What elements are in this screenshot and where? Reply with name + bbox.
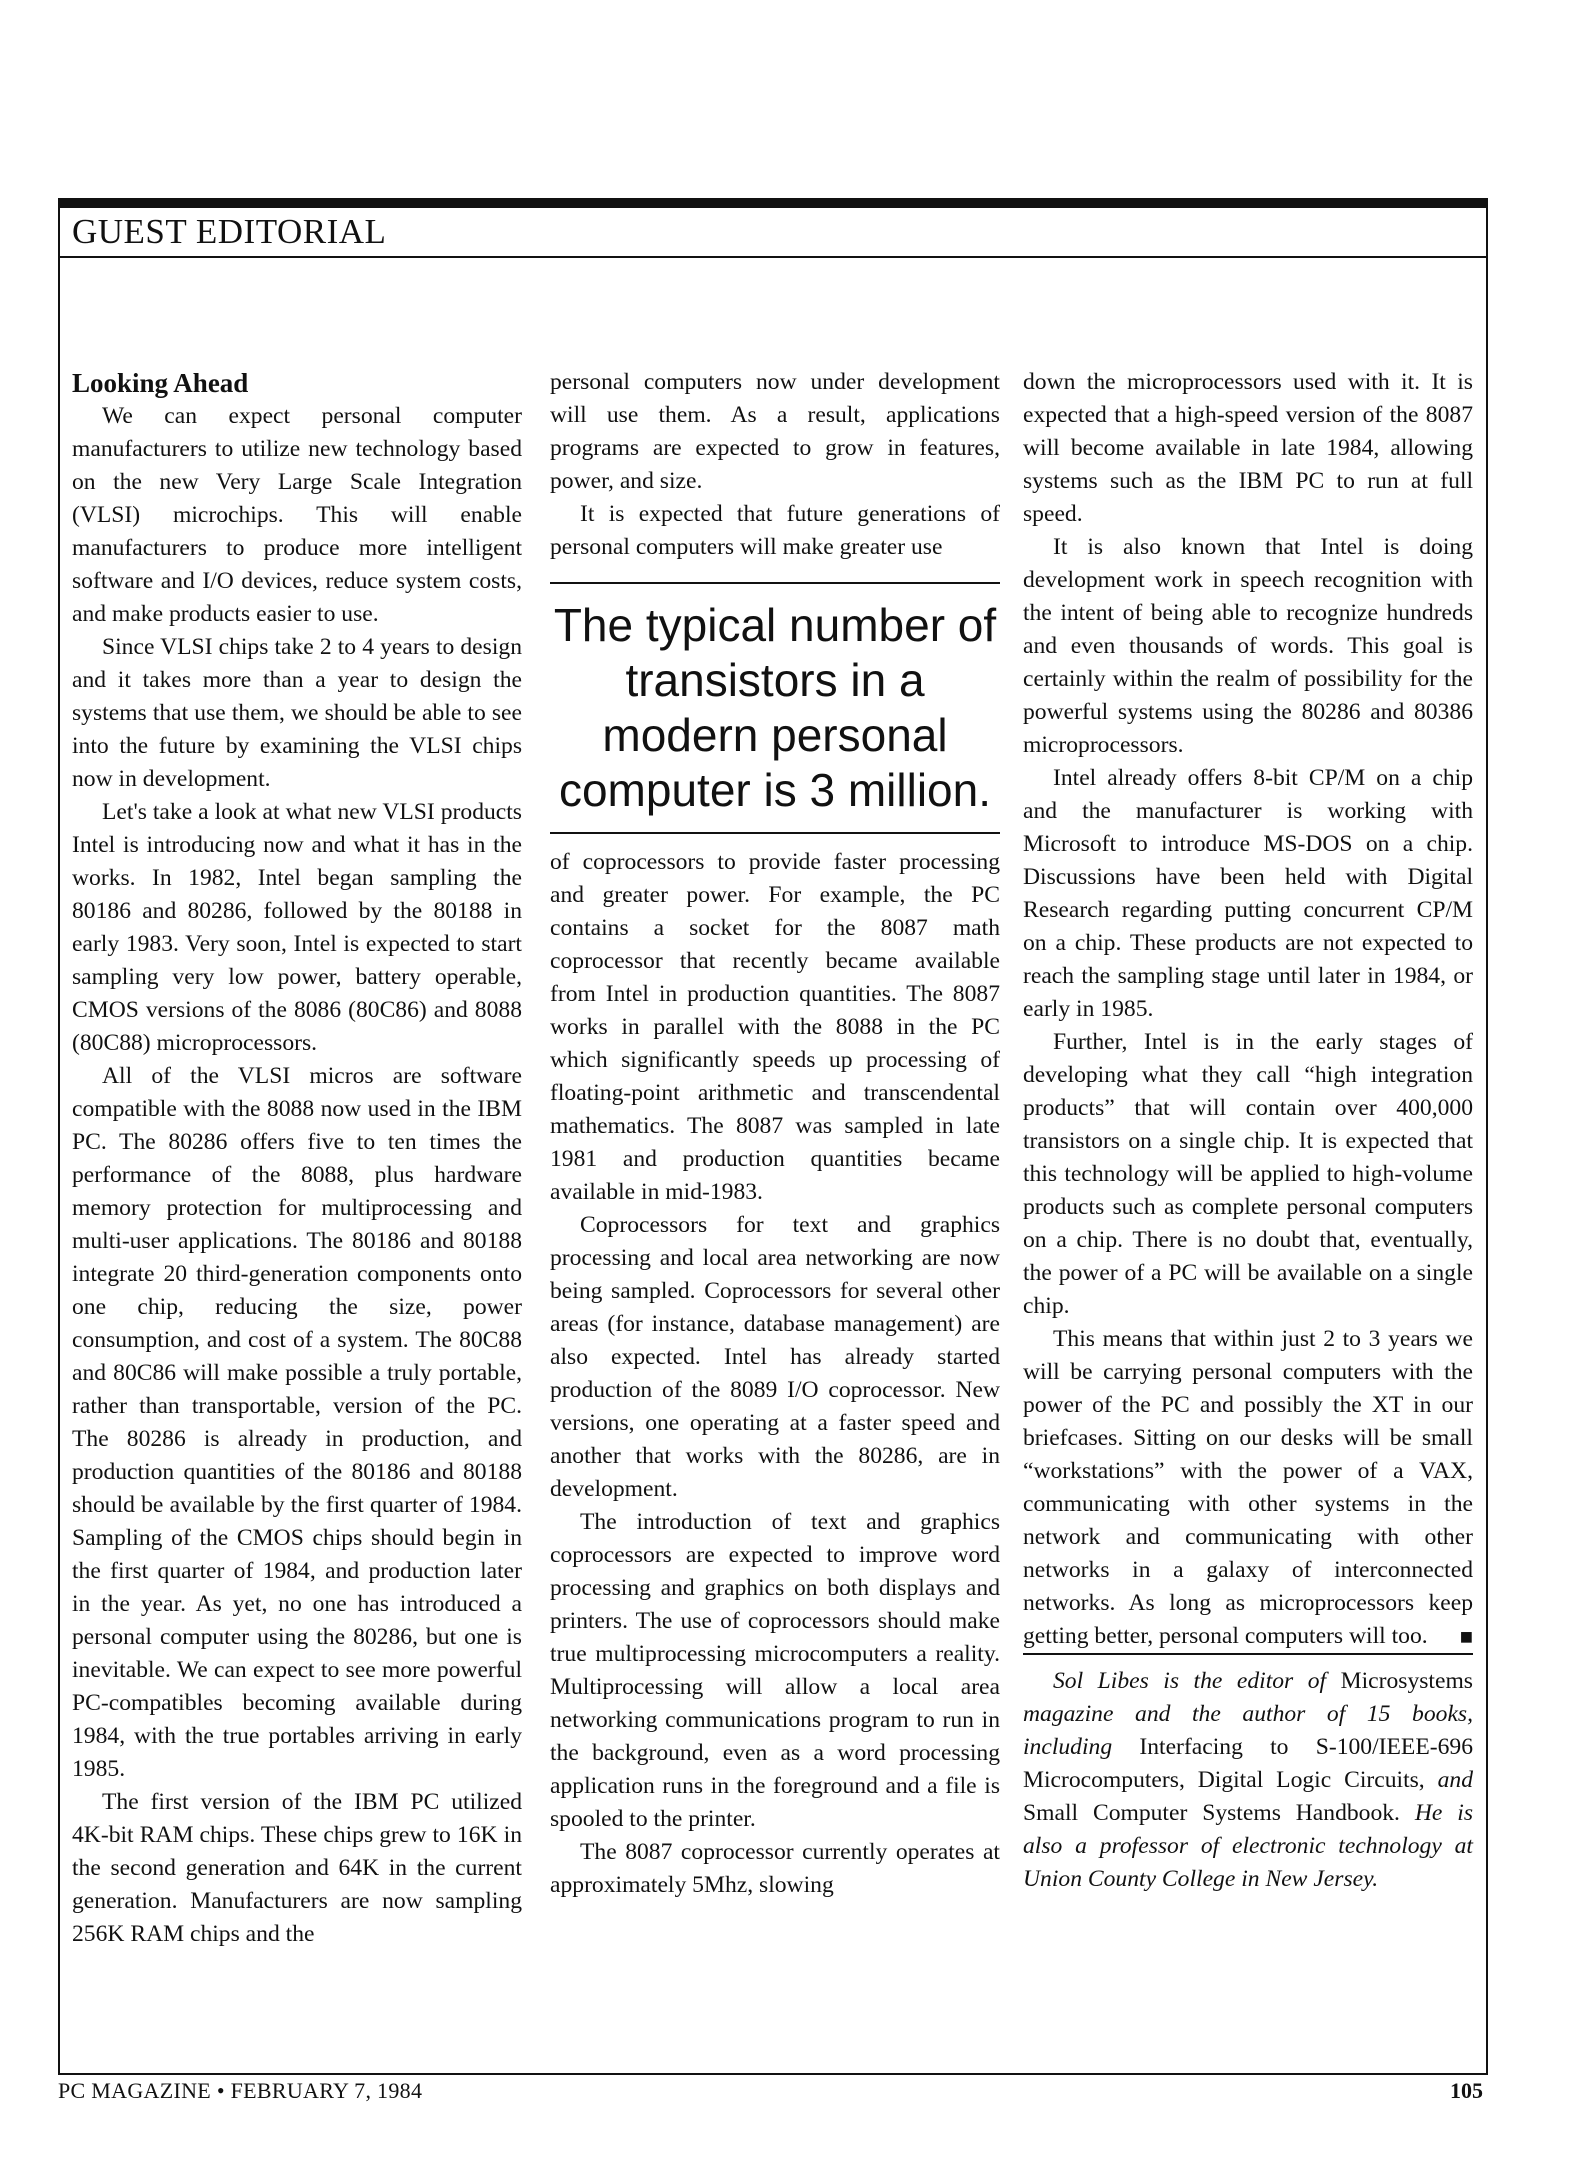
paragraph: The introduction of text and graphics coprocessors are expected to improve word processing and graphics on both displays and printers. The use of coprocessors should make true multiprocessing microcomputers a reality. Multiprocessing will allow a local area networking communications program to run in the background, even as a word processing application runs in the foreground and a file is spooled to the printer. (550, 1509, 1000, 1832)
bio-title: Small Computer Systems Handbook. (1023, 1800, 1400, 1826)
pull-quote: The typical number of transistors in a modern personal computer is 3 million. (550, 582, 1000, 834)
paragraph-text: This means that within just 2 to 3 years we will be carrying personal computers with the power of the PC and possibly the XT in our briefcases. Sitting on our desks will be small “workstations” with the power of a VAX, communicating with other systems in the network and communicating with other networks in a galaxy of interconnected networks. As long as microprocessors keep getting better, personal computers will too. (1023, 1326, 1473, 1649)
bio-text: He is also a professor of electronic technology at Union County College in New Jersey. (1023, 1800, 1474, 1892)
paragraph: Intel already offers 8-bit CP/M on a chip and the manufacturer is working with Microsoft to introduce MS-DOS on a chip. Discussions have been held with Digital Research regarding putting concurrent CP/M on a chip. These products are not expected to reach the sampling stage until later in 1984, or early in 1985. (1023, 765, 1473, 1022)
paragraph: The first version of the IBM PC utilized 4K-bit RAM chips. These chips grew to 16K in the second generation and 64K in the current generation. Manufacturers are now sampling 256K RAM chips and the (72, 1789, 522, 1947)
paragraph: down the microprocessors used with it. It is expected that a high-speed version of the 8087 will become available in late 1984, allowing systems such as the IBM PC to run at full speed. (1023, 369, 1473, 527)
bio-text: Sol Libes is the editor of (1053, 1668, 1341, 1694)
paragraph: Further, Intel is in the early stages of developing what they call “high integration products” that will contain over 400,000 transistors on a single chip. It is expected that this technology will be applied to high-volume products such as complete personal computers on a chip. There is no doubt that, eventually, the power of a PC will be available on a single chip. (1023, 1029, 1473, 1319)
paragraph-final (1023, 1323, 1473, 1653)
paragraph: Coprocessors for text and graphics processing and local area networking are now being sampled. Coprocessors for several other areas (for instance, database management) are also expected. Intel has already started production of the 8089 I/O coprocessor. New versions, one operating at a faster speed and another that works with the 80286, are in development. (550, 1212, 1000, 1502)
bio-text: and (1424, 1767, 1473, 1793)
paragraph: Since VLSI chips take 2 to 4 years to design and it takes more than a year to design the systems that use them, we should be able to see into the future by examining the VLSI chips now in development. (72, 634, 522, 792)
paragraph: It is also known that Intel is doing development work in speech recognition with the intent of being able to recognize hundreds and even thousands of words. This goal is certainly within the realm of possibility for the powerful systems using the 80286 and 80386 microprocessors. (1023, 534, 1473, 758)
article-column-2 (550, 366, 1000, 1902)
article-column-3 (1023, 366, 1473, 1896)
paragraph: The 8087 coprocessor currently operates at approximately 5Mhz, slowing (550, 1839, 1000, 1898)
paragraph: of coprocessors to provide faster processing and greater power. For example, the PC contains a socket for the 8087 math coprocessor that recently became available from Intel in production quantities. The 8087 works in parallel with the 8088 in the PC which significantly speeds up processing of floating-point arithmetic and transcendental mathematics. The 8087 was sampled in late 1981 and production quantities became available in mid-1983. (550, 849, 1000, 1205)
article-heading: Looking Ahead (72, 368, 249, 398)
end-mark-icon: ■ (1459, 1624, 1473, 1649)
paragraph: Let's take a look at what new VLSI products Intel is introducing now and what it has in the works. In 1982, Intel began sampling the 80186 and 80286, followed by the 80188 in early 1983. Very soon, Intel is expected to start sampling very low power, battery operable, CMOS versions of the 8086 (80C86) and 8088 (80C88) microprocessors. (72, 799, 522, 1056)
footer-publication: PC MAGAZINE • FEBRUARY 7, 1984 (58, 2078, 423, 2103)
bio-title: Interfacing to S-100/IEEE-696 Microcomputers, Digital Logic Circuits, (1023, 1734, 1473, 1793)
page-number: 105 (1450, 2078, 1483, 2103)
bio-text: magazine and the author of 15 books, including (1023, 1701, 1473, 1760)
paragraph: All of the VLSI micros are software compatible with the 8088 now used in the IBM PC. The 80286 offers five to ten times the performance of the 8088, plus hardware memory protection for multiprocessing and multi-user applications. The 80186 and 80188 integrate 20 third-generation components onto one chip, reducing the size, power consumption, and cost of a system. The 80C88 and 80C86 will make possible a truly portable, rather than transportable, version of the PC. The 80286 is already in production, and production quantities of the 80186 and 80188 should be available by the first quarter of 1984. Sampling of the CMOS chips should begin in the first quarter of 1984, and production later in the year. As yet, no one has introduced a personal computer using the 80286, but one is inevitable. We can expect to see more powerful PC-compatibles becoming available during 1984, with the true portables arriving in early 1985. (72, 1063, 522, 1782)
section-header (60, 208, 1486, 258)
paragraph: personal computers now under development will use them. As a result, applications programs are expected to grow in features, power, and size. (550, 369, 1000, 494)
article-column-1 (72, 366, 522, 1951)
author-bio (1023, 1653, 1473, 1896)
paragraph: We can expect personal computer manufacturers to utilize new technology based on the new Very Large Scale Integration (VLSI) microchips. This will enable manufacturers to produce more intelligent software and I/O devices, reduce system costs, and make products easier to use. (72, 403, 522, 627)
paragraph: It is expected that future generations of personal computers will make greater use (550, 501, 1000, 560)
section-title: GUEST EDITORIAL (72, 212, 387, 251)
bio-title: Microsystems (1340, 1668, 1473, 1694)
